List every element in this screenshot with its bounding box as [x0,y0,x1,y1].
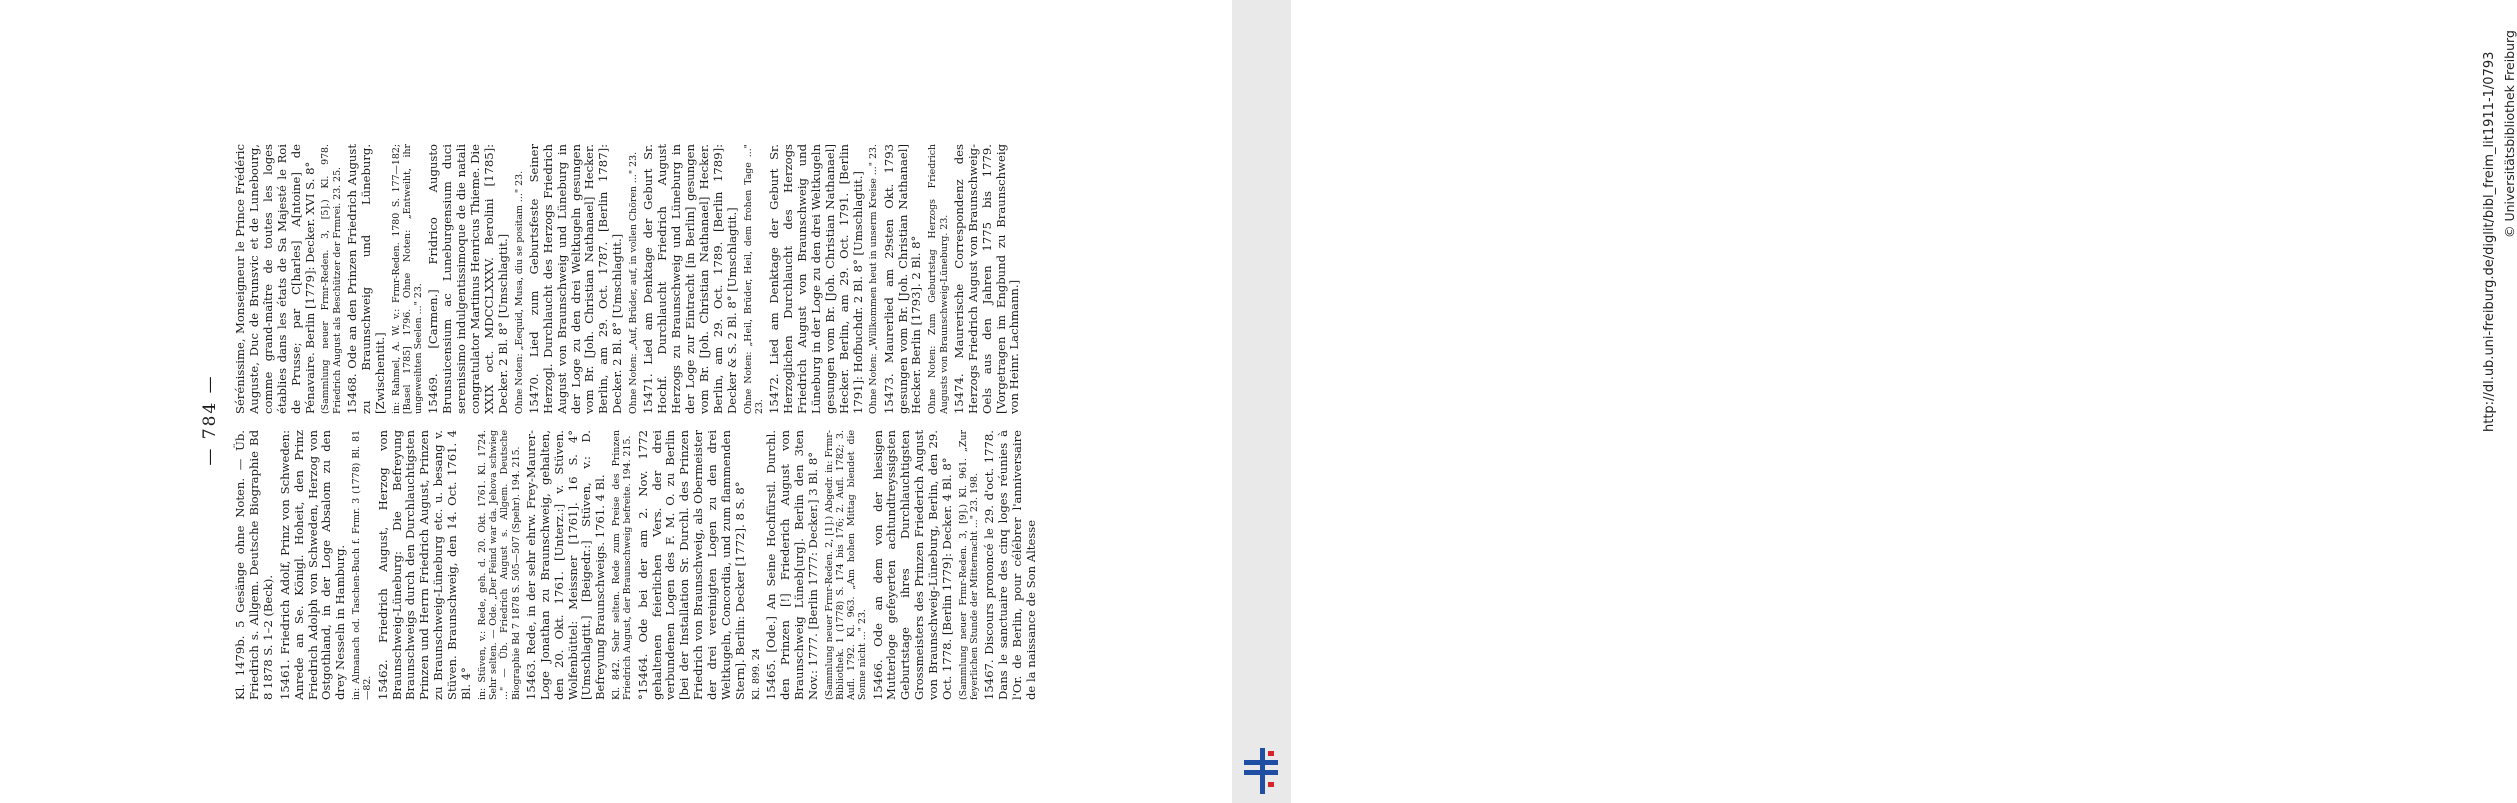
entry: 15468. Ode an den Prinzen Friedrich August zu Braunschweig und Lüneburg. [Zwischentit.] [344,144,387,414]
entry-note: Ohne Noten: „Eequid, Musa, diu se positam ..." 23. [513,170,525,414]
entry: 15465. [Ode.] An Seine Hochfürstl. Durchl. den Prinzen [!] Friederich August von Braunschweig Lüneb[urg]. Berlin den 3ten Nov.: 1777. [Berlin 1777: Decker.] 3 Bl. 8° [764,430,820,700]
entry-note: (Sammlung neuer Frmr-Reden. 3, [9].) Kl. 961. „Zur feyerlichen Stunde der Mitternacht ..." 23. 198. [957,430,981,700]
entry: 15461. Friedrich Adolf, Prinz von Schweden: Anrede an Se. Königl. Hoheit, den Prinz Friedrich Adolph von Schweden, Herzog von Ostgothland, in der Loge Absalom zu den drey Nesseln in Hamburg. [277,430,348,700]
rotated-page-content [200,140,1140,700]
entry-note: (Sammlung neuer Frmr-Reden. 2, [1].) Abgedr. in: Frmr-Bibliothek. 1 (1778) S. 174 bis 176; 2. Aufl. 1782; 3. Aufl. 1792. Kl. 963. „Am hohen Mittag blendet die Sonne nicht ..." 23. [823,430,869,700]
entry: 15467. Discours prononcé le 29. d'oct. 1778. Dans le sanctuaire des cinq loges réunies à l'Or. de Berlin, pour célébrer l'anniversaire de la naissance de Son Altesse [982,430,1039,700]
entry-note: Kl. 899. 24 [750,648,762,700]
entry: 15466. Ode an dem von der hiesigen Mutterloge gefeyerten achtundtreyssigsten Geburtstage ihres Durchlauchtigsten Grossmeisters des Prinzen Friederich August von Braunschweig-Lüneburg, Berlin, den 29. Oct. 1778. [Berlin 1779]: Decker. 4 Bl. 8° [870,430,955,700]
entry-note: Kl. 842. Sehr selten. Rede zum Preise des Prinzen Friedrich August, der Braunschweig befreite. 194. 215. [611,430,634,700]
logo-accent-2 [1268,782,1274,787]
source-url[interactable]: http://dl.ub.uni-freiburg.de/diglit/bibl_freim_lit1911-1/0793 [2482,51,2497,432]
entry: 15463. Rede, in der sehr ehrw. Frey-Maurer-Loge Jonathan zu Braunschweig, gehalten, den 20. Okt. 1761. [Unterz.:] v. Stüven. Wolfenbüttel: Meissner [1761]. 16 S. 4° [Umschlagtit.] [Beigedr.:] Stüven, v.: D. Befreyung Braunschweigs. 1761. 4 Bl. [523,430,608,700]
entry: 15470. Lied zum Geburtsfeste Seiner Herzogl. Durchlaucht des Herzogs Friedrich August von Braunschweig und Lüneburg in der Loge zu den drei Weltkugeln gesungen vom Br. [Joh. Christian Nathanael] Hecker. Berlin, am 29. Oct. 1787. [Berlin 1787]: Decker. 2 Bl. 8° [Umschlagtit.] [526,144,625,414]
logo-accent [1268,751,1274,756]
copyright-notice: © Universitätsbibliothek Freiburg [2502,30,2517,238]
entry: 15474. Maurerische Correspondenz des Herzogs Friedrich August von Braunschweig-Oels aus den Jahren 1775 bis 1779. [Vorgetragen im Engbund zu Braunschweig von Heinr. Lachmann.] [951,144,1022,414]
entry-note: Ohne Noten: Zum Geburtstag Herzogs Friedrich Augusts von Braunschweig-Lüneburg. 23. [927,144,950,414]
entry: 15473. Maurerlied am 29sten Okt. 1793 gesungen vom Br. [Joh. Christian Nathanael] Hecker. Berlin [1793]. 2 Bl. 8° [881,144,924,414]
entry: 15471. Lied am Denktage der Geburt Sr. Hochf. Durchlaucht Friedrich August Herzogs zu Braunschweig und Lüneburg in der Loge zur Eintracht [in Berlin] gesungen vom Br. [Joh. Christian Nathanael] Hecker. Berlin, am 29. Oct. 1789. [Berlin 1789]: Decker & S. 2 Bl. 8° [Umschlagtit.] [641,144,739,414]
entry: 15462. Friedrich August, Herzog von Braunschweig-Lüneburg: Die Befreyung Braunschweigs durch den Durchlauchtigsten Prinzen und Herrn Friedrich August, Prinzen zu Braunschweig-Lüneburg etc. u. besang v. Stüven. Braunschweig, den 14. Oct. 1761. 4 Bl. 4° [375,430,474,700]
library-logo-icon [1244,748,1284,794]
page-number-header: — 784 — [200,374,220,466]
left-column [234,430,1042,700]
right-column [234,144,1025,414]
entry-note: in: Rahmel, A. W. v.: Frmr-Reden. 1780 S. 177—182; [Basel 1785] 1796. Ohne Noten: „Entweiht, ihr ungeweihten Seelen ..." 23. [390,144,424,414]
entry: 15469. [Carmen.] Fridrico Augusto Brunsuicensium ac Luneburgensium duci serenissimo indulgentissimoque de die natali congratulator Martinus Henricus Thieme. Die XXIX oct. MDCCLXXXV. Berolini [1785]: Decker. 2 Bl. 8° [Umschlagtit.] [426,144,510,414]
entry-note: Ohne Noten: „Heil, Brüder, Heil, dem frohen Tage ..." 23. [742,144,765,414]
entry-note: in: Almanach od. Taschen-Buch f. Frmr. 3 (1778) Bl. 81—82. [351,430,374,700]
sidebar-text [1232,0,2517,803]
entry: °15464. Ode bei der am 2. Nov. 1772 gehaltenen feierlichen Vers. der drei verbundenen Logen des F. M. O. zu Berlin [bei der Installation Sr. Durchl. des Prinzen Friedrich von Braunschweig, als Obermeister der drei vereinigten Logen zu den drei Weltkugeln, Concordia, und zum flammenden Stern]. Berlin: Decker [1772]. 8 S. 8° [635,430,747,700]
entry-note: Ohne Noten: „Willkommen heut in unserm Kreise ..." 23. [868,144,880,414]
entry: Kl. 1479b. 5 Gesänge ohne Noten. — Üb. Friedrich s. Allgem. Deutsche Biographie Bd 8 1878 S. 1–2 (Beck). [233,430,275,700]
logo-bar-3 [1260,748,1265,794]
entry: Sérénissime, Monseigneur le Prince Frédéric Auguste, Duc de Brunsvic et de Lunebourg, comme grand-maître de toutes les loges établies dans les états de Sa Majesté le Roi de Prusse; par C[harles] A[ntoine] de Pénavaire. Berlin [1779]: Decker. XVI S. 8° [233,144,317,414]
scanned-page [0,0,1232,803]
entry-note: Ohne Noten: „Auf, Brüder, auf, in vollen Chören ..." 23. [628,151,640,414]
entry-note: in: Stüven, v.: Rede, geh. d. 20. Okt. 1761. Kl. 1724. Sehr selten. — Ode. „Der Feind war da. Jehova schwieg ..." — Üb. Friedrich August s. Allgem. Deutsche Biographie Bd 7 1878 S. 505—507 (Spehr). 194. 215. [477,430,522,700]
entry: 15472. Lied am Denktage der Geburt Sr. Herzoglichen Durchlaucht des Herzogs Friedrich August von Braunschweig und Lüneburg in der Loge zu den drei Weltkugeln gesungen vom Br. [Joh. Christian Nathanael] Hecker. Berlin, am 29. Oct. 1791. [Berlin 1791]: Hofbuchdr. 2 Bl. 8° [Umschlagtit.] [767,144,865,414]
entry-note: (Sammlung neuer Frmr-Reden. 3, [5].) Kl. 978. Friedrich August als Beschützer der Frmrei. 23. 25. [320,144,343,414]
